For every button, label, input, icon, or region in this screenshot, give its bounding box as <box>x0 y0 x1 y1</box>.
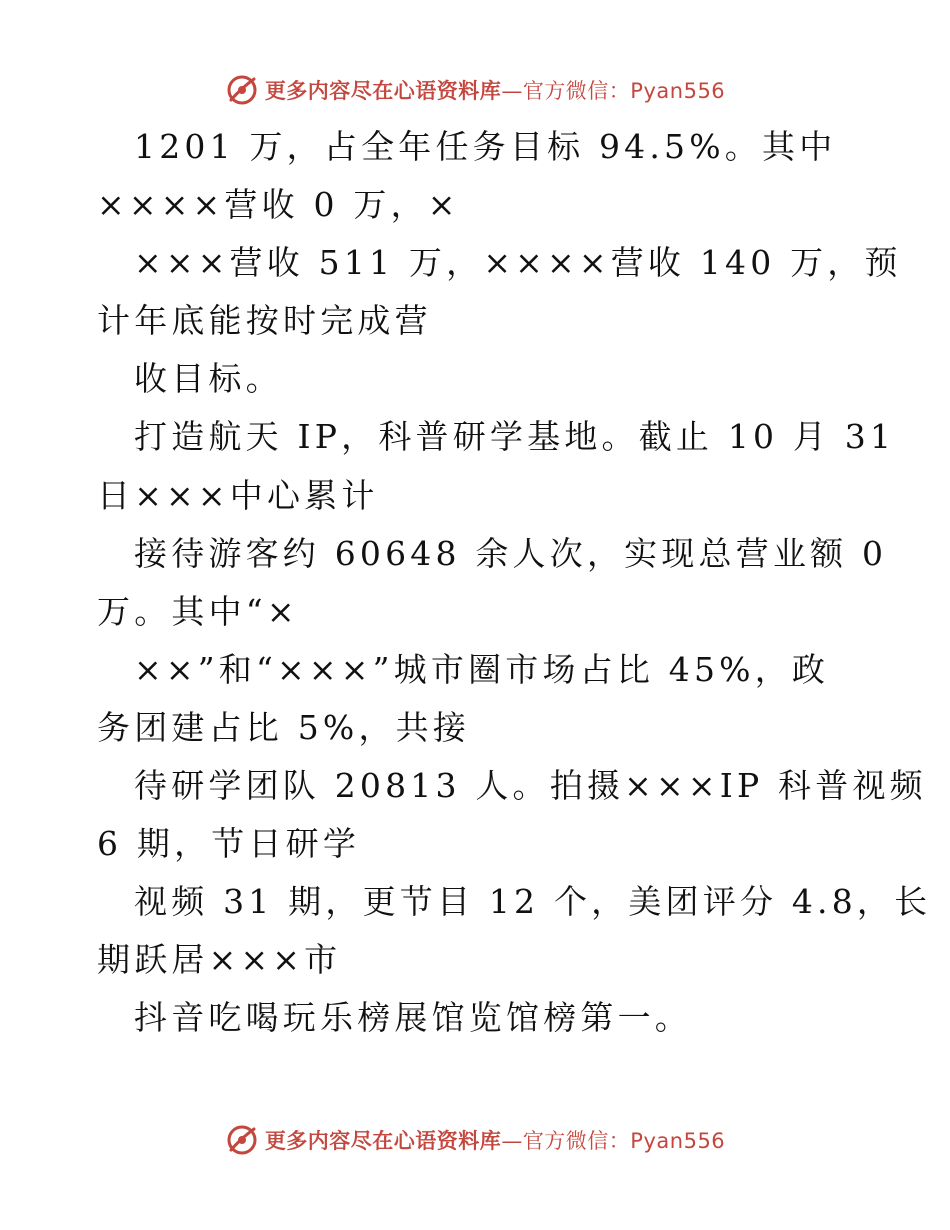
watermark-brand: 更多内容尽在心语资料库 <box>264 1128 502 1153</box>
header-watermark <box>0 70 950 110</box>
brand-logo-icon <box>225 1123 259 1157</box>
brand-logo-icon <box>225 73 259 107</box>
text-line: 收目标。 <box>134 359 283 399</box>
text-line: 1201 万，占全年任务目标 94.5%。其中 <box>134 127 837 166</box>
text-line: 待研学团队 20813 人。拍摄×××IP 科普视频 <box>134 766 927 806</box>
text-line: ××××营收 0 万，× <box>97 185 460 225</box>
watermark-text <box>265 1125 725 1155</box>
footer-watermark <box>0 1120 950 1160</box>
text-line: 日×××中心累计 <box>97 475 379 515</box>
text-line: 6 期，节日研学 <box>97 824 361 864</box>
text-line: 视频 31 期，更节目 12 个，美团评分 4.8，长 <box>134 882 932 922</box>
text-line: 打造航天 IP，科普研学基地。截止 10 月 31 <box>134 417 896 457</box>
watermark-brand: 更多内容尽在心语资料库 <box>264 78 502 103</box>
text-line: ××”和“×××”城市圈市场占比 45%，政 <box>134 649 830 689</box>
text-line: 接待游客约 60648 余人次，实现总营业额 0 <box>134 533 888 573</box>
text-line: 计年底能按时完成营 <box>97 301 432 341</box>
text-line: 万。其中“× <box>97 591 299 631</box>
watermark-text <box>265 75 725 105</box>
text-line: 抖音吃喝玩乐榜展馆览馆榜第一。 <box>134 998 692 1038</box>
text-line: 务团建占比 5%，共接 <box>97 707 471 747</box>
text-line: 期跃居×××市 <box>97 940 342 980</box>
document-body <box>97 118 932 1048</box>
watermark-wechat: —官方微信：Pyan556 <box>501 79 726 103</box>
text-line: ×××营收 511 万，××××营收 140 万，预 <box>134 243 902 283</box>
watermark-wechat: —官方微信：Pyan556 <box>501 1129 726 1153</box>
